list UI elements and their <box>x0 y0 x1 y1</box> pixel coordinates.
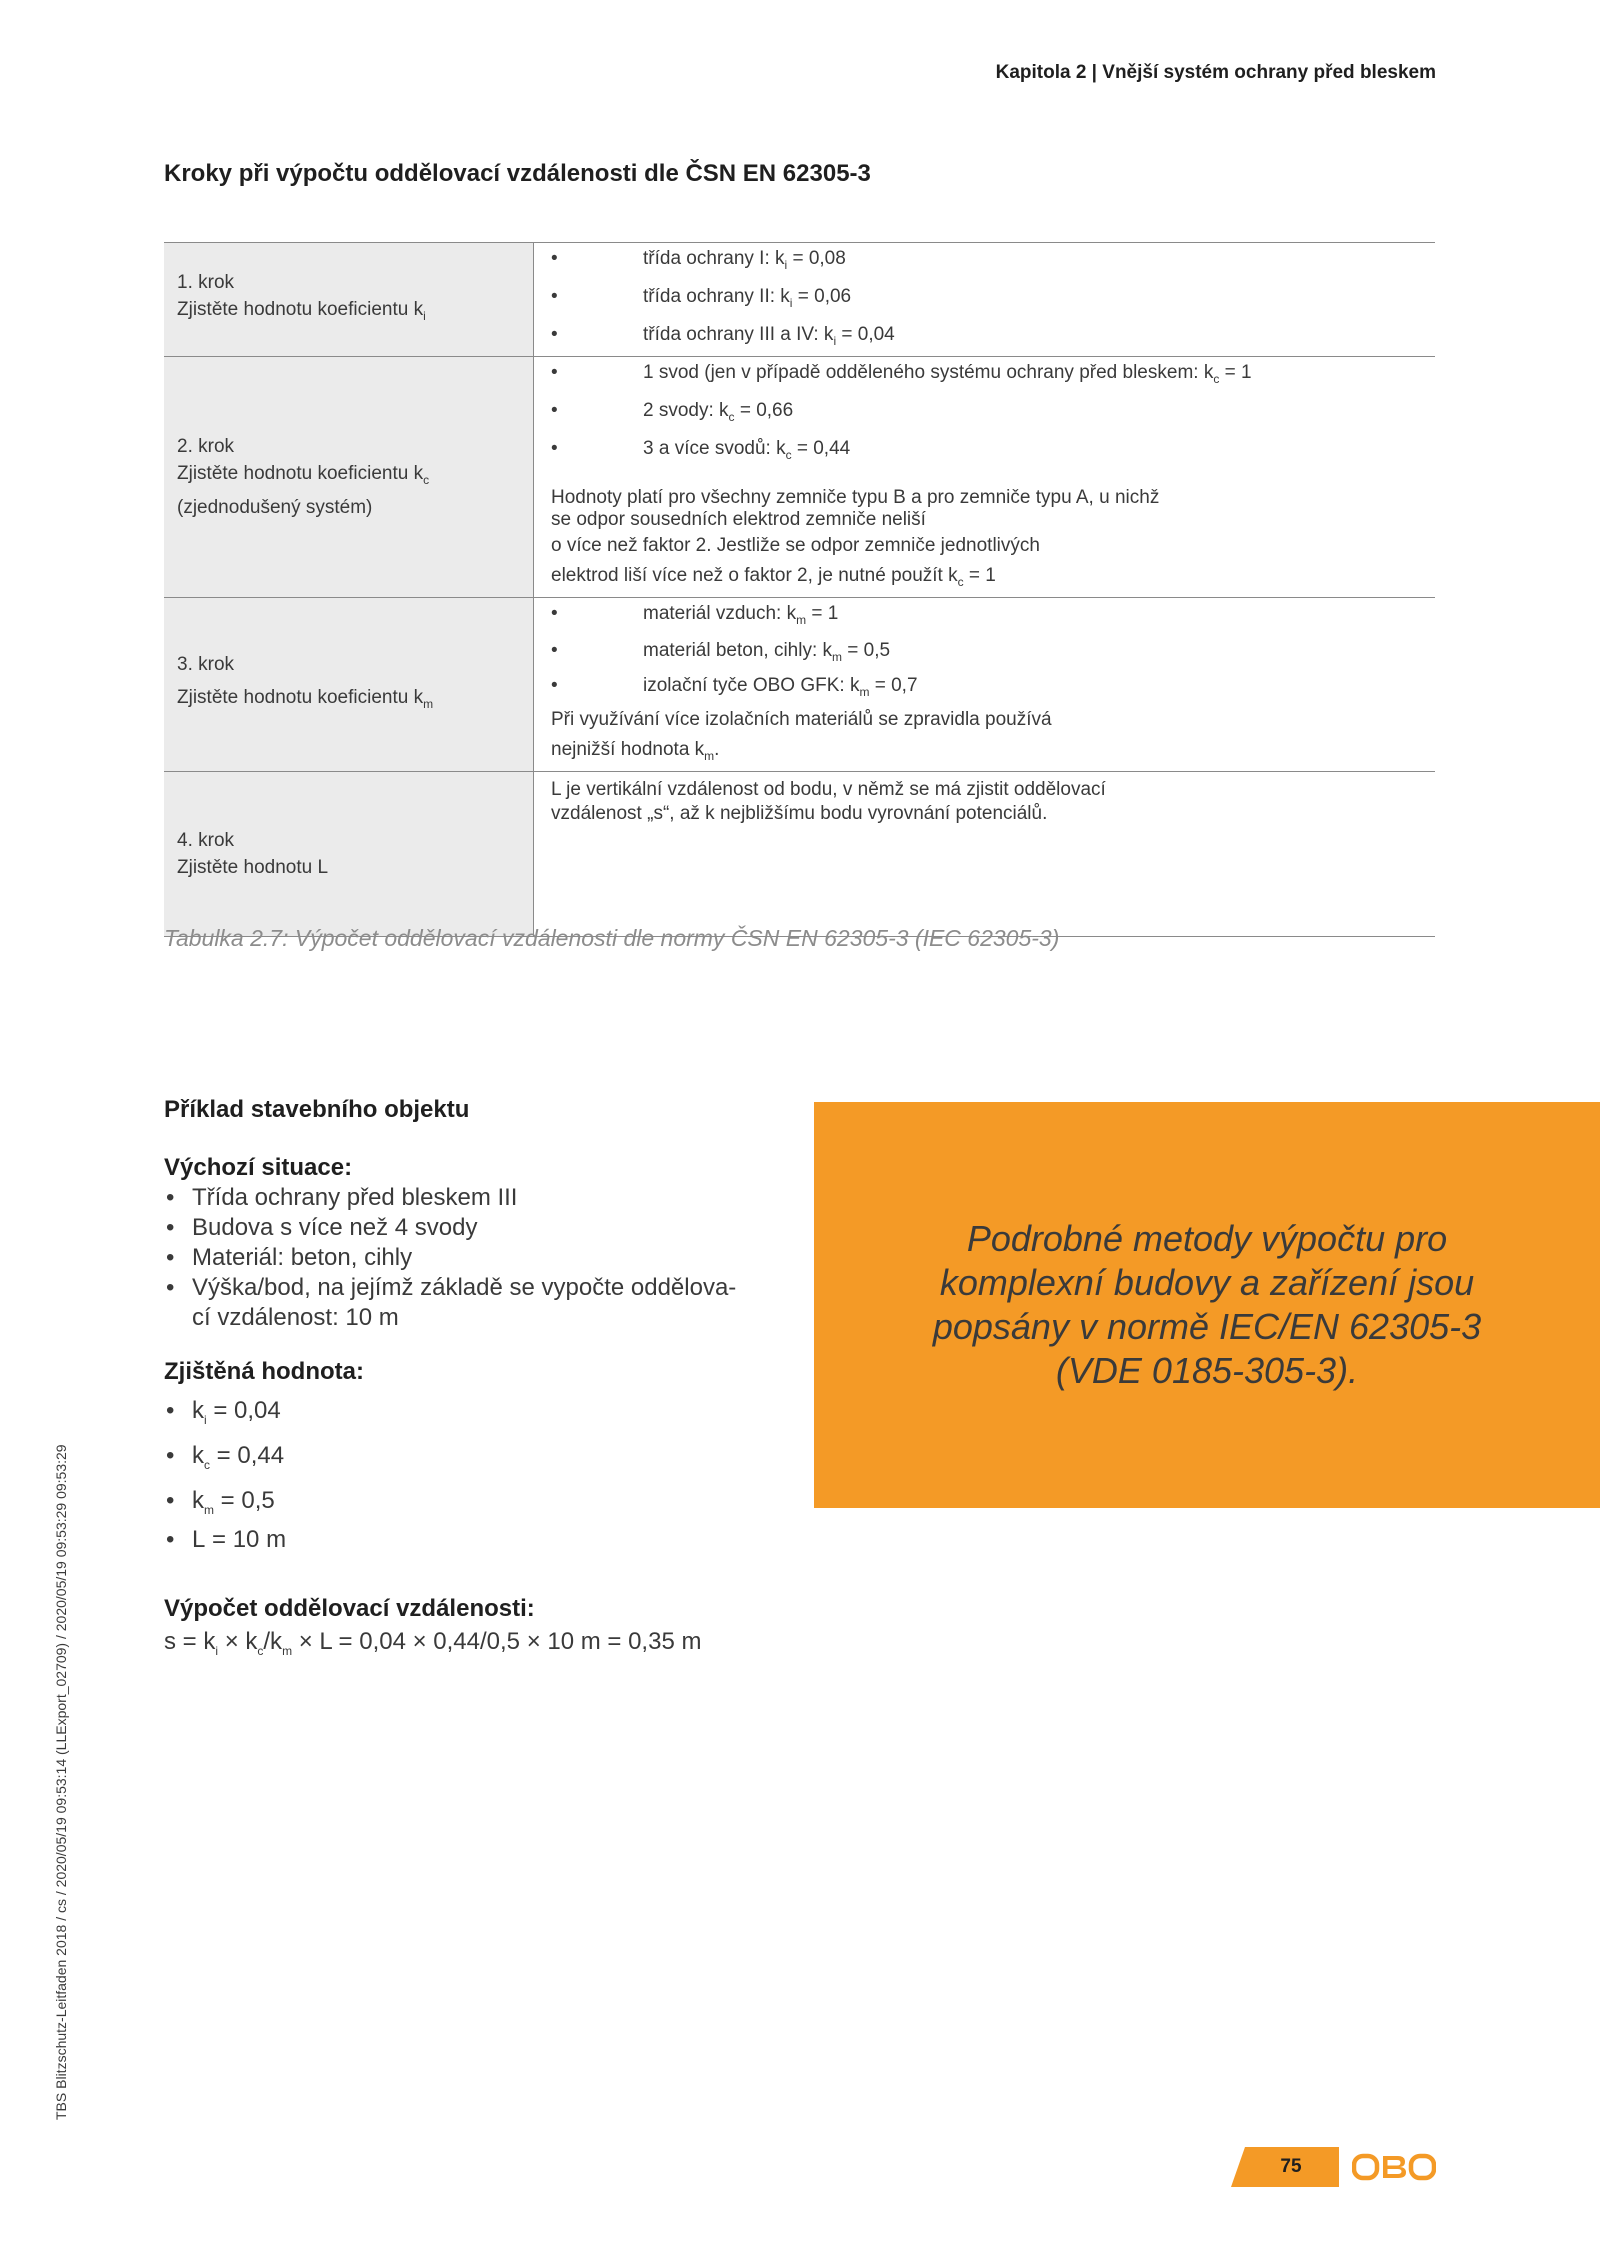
steps-table <box>164 242 1435 937</box>
page-number: 75 <box>1280 2156 1302 2177</box>
note-line: Hodnoty platí pro všechny zemniče typu B a pro zemniče typu A, u nichž <box>551 486 1160 508</box>
note-line: nejnižší hodnota $k_m$. <box>551 738 720 763</box>
list-item: • Třída ochrany před bleskem III <box>164 1183 784 1213</box>
table-caption: Tabulka 2.7: Výpočet oddělovací vzdálenosti dle normy ČSN EN 62305-3 (IEC 62305-3) <box>164 925 1060 951</box>
note-line: L je vertikální vzdálenost od bodu, v němž se má zjistit oddělovací <box>551 778 1106 800</box>
note-line: o více než faktor 2. Jestliže se odpor zemniče jednotlivých <box>551 534 1040 556</box>
step-cell <box>164 597 534 771</box>
info-box <box>814 1102 1600 1508</box>
side-metadata: TBS Blitzschutz-Leitfaden 2018 / cs / 2020/05/19 09:53:14 (LLExport_02709) / 2020/05/19 09:53:29 09:53:29 <box>53 1444 69 2120</box>
section-title: Kroky při výpočtu oddělovací vzdálenosti dle ČSN EN 62305-3 <box>164 160 871 187</box>
step-number: 3. krok <box>177 653 235 675</box>
bullet-item: • 1 svod (jen v případě odděleného systému ochrany před bleskem: $k_c = 1$ <box>551 357 1435 395</box>
situation-list <box>164 1183 784 1303</box>
step-number: 2. krok <box>177 436 235 458</box>
step-number: 1. krok <box>177 272 235 294</box>
list-item: • Výška/bod, na jejímž základě se vypočte oddělova- <box>164 1273 784 1303</box>
step-cell <box>164 357 534 597</box>
example-title: Příklad stavebního objektu <box>164 1096 470 1123</box>
step-cell <box>164 243 534 357</box>
bullet-item: • třída ochrany II: $k_i = 0,06$ <box>551 281 1435 319</box>
chapter-header: Kapitola 2 | Vnější systém ochrany před bleskem <box>995 62 1436 83</box>
step-title: Zjistěte hodnotu koeficientu $k_i$ <box>177 299 426 324</box>
description-cell <box>534 243 1436 357</box>
bullet-item: • materiál beton, cihly: $k_m = 0,5$ <box>551 635 1435 673</box>
page-number-tab <box>1231 2147 1339 2187</box>
bullet-item: • materiál vzduch: $k_m = 1$ <box>551 598 1435 636</box>
list-item: • $k_i = 0,04$ <box>164 1393 784 1438</box>
bullet-item: • 2 svody: $k_c = 0,66$ <box>551 395 1435 433</box>
list-item: • L = 10 m <box>164 1527 784 1562</box>
bullet-item: • třída ochrany I: $k_i = 0,08$ <box>551 243 1435 281</box>
example-block <box>164 1095 784 1669</box>
bullet-item: • 3 a více svodů: $k_c = 0,44$ <box>551 433 1435 471</box>
table-row <box>164 597 1435 771</box>
info-text: Podrobné metody výpočtu pro komplexní budovy a zařízení jsou popsány v normě IEC/EN 62305-3 (VDE 0185-305-3). <box>932 1218 1482 1391</box>
bullet-item: • izolační tyče OBO GFK: $k_m = 0,7$ <box>551 673 1435 705</box>
step-subtitle: (zjednodušený systém) <box>177 496 373 518</box>
step-title: Zjistěte hodnotu koeficientu $k_m$ <box>177 686 434 711</box>
step-cell <box>164 771 534 936</box>
situation-heading: Výchozí situace: <box>164 1154 353 1181</box>
description-cell <box>534 357 1436 597</box>
step-title: Zjistěte hodnotu L <box>177 856 329 878</box>
list-item-continuation: cí vzdálenost: 10 m <box>192 1304 399 1331</box>
obo-logo <box>1352 2147 1436 2187</box>
obo-logo-icon <box>1352 2147 1436 2187</box>
note-line: se odpor sousedních elektrod zemniče neliší <box>551 508 926 530</box>
step-number: 4. krok <box>177 829 235 851</box>
step-title: Zjistěte hodnotu koeficientu $k_c$ <box>177 463 430 487</box>
table-row <box>164 357 1435 597</box>
bullet-item: • třída ochrany III a IV: $k_i = 0,04$ <box>551 319 1435 357</box>
table-row <box>164 243 1435 357</box>
note-line: vzdálenost „s“, až k nejbližšímu bodu vyrovnání potenciálů. <box>551 802 1048 824</box>
calc-heading: Výpočet oddělovací vzdálenosti: <box>164 1595 535 1623</box>
list-item: • Materiál: beton, cihly <box>164 1243 784 1273</box>
list-item: • $k_c = 0,44$ <box>164 1438 784 1483</box>
description-cell <box>534 771 1436 936</box>
list-item: • Budova s více než 4 svody <box>164 1213 784 1243</box>
note-line: Při využívání více izolačních materiálů se zpravidla používá <box>551 708 1052 730</box>
table-row <box>164 771 1435 936</box>
values-heading: Zjištěná hodnota: <box>164 1358 364 1385</box>
note-line: elektrod liší více než o faktor 2, je nutné použít $k_c = 1$ <box>551 564 996 589</box>
formula: $s = k_i \times k_c/k_m \times L = 0,04 \times 0,44/0,5 \times 10$ m = 0,35 m <box>164 1628 702 1658</box>
list-item: • $k_m = 0,5$ <box>164 1483 784 1528</box>
description-cell <box>534 597 1436 771</box>
values-list <box>164 1393 784 1562</box>
